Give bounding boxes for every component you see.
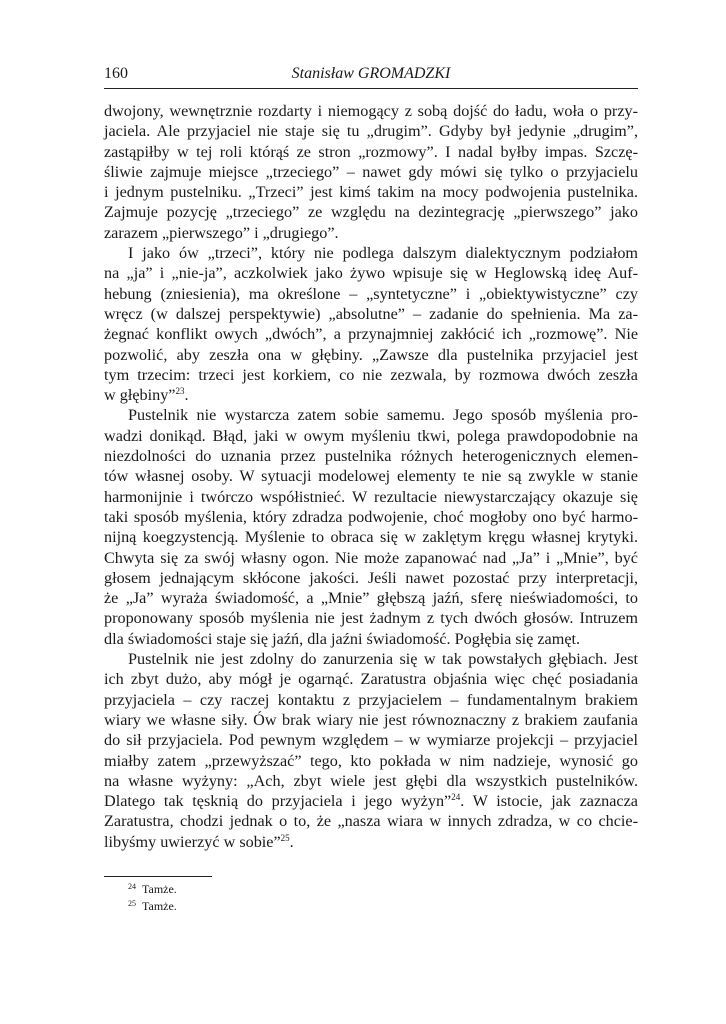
text-line: Pustelnik nie jest zdolny do zanurzenia się w tak powstałych głębiach. Jest — [128, 650, 638, 669]
text-fragment: . — [184, 386, 189, 405]
text-line: i jednym pustelniku. „Trzeci” jest kimś takim na mocy podwojenia pustelnika. — [104, 183, 638, 202]
text-line: tym trzecim: trzeci jest korkiem, co nie zezwala, by rozmowa dwóch zeszła — [104, 365, 638, 384]
text-line: taki sposób myślenia, który zdradza podwojenie, choć mogłoby ono być harmo- — [104, 507, 638, 526]
text-line: do sił przyjaciela. Pod pewnym względem – w wymiarze projekcji – przyjaciel — [104, 731, 638, 750]
footnotes — [128, 881, 177, 915]
text-line — [104, 832, 638, 852]
footnote-reference: 24 — [451, 792, 461, 803]
text-line: dla świadomości staje się jaźń, dla jaźni świadomość. Pogłębia się zamęt. — [104, 629, 581, 648]
text-line: dwojony, wewnętrznie rozdarty i niemogący z sobą dojść do ładu, woła o przy- — [104, 102, 638, 120]
footnote — [128, 881, 177, 898]
text-line: jaciela. Ale przyjaciel nie staje się tu „drugim”. Gdyby był jedynie „drugim”, — [104, 122, 638, 141]
text-line: harmonijnie i twórczo współistnieć. W rezultacie niewystarczający okazuje się — [104, 487, 638, 506]
text-fragment: w głębiny” — [104, 386, 176, 405]
text-line: zastąpiłby w tej roli którąś ze stron „rozmowy”. I nadal byłby impas. Szczę- — [104, 142, 638, 161]
text-line: Chwyta się za swój własny ogon. Nie może zapanować nad „Ja” i „Mnie”, być — [104, 548, 638, 567]
body-text — [104, 101, 638, 852]
text-fragment: libyśmy uwierzyć w sobie” — [104, 832, 281, 851]
text-line: wiary we własne siły. Ów brak wiary nie jest równoznaczny z brakiem zaufania — [104, 710, 638, 729]
text-line: śliwie zajmuje miejsce „trzeciego” – nawet gdy mówi się tylko o przyjacielu — [104, 162, 638, 181]
text-line: I jako ów „trzeci”, który nie podlega dalszym dialektycznym podziałom — [128, 244, 638, 263]
text-line — [104, 791, 638, 811]
text-line: ich zbyt dużo, aby mógł je ogarnąć. Zaratustra objaśnia więc chęć posiadania — [104, 670, 638, 689]
footnote-reference: 23 — [175, 386, 185, 397]
text-fragment: . W istocie, jak zaznacza — [460, 792, 638, 811]
text-line: zarazem „pierwszego” i „drugiego”. — [104, 223, 339, 242]
text-line: na „ja” i „nie-ja”, aczkolwiek jako żywo wpisuje się w Heglowską ideę Auf- — [104, 264, 638, 283]
text-line: Zajmuje pozycję „trzeciego” ze względu na dezintegrację „pierwszego” jako — [104, 203, 638, 222]
text-line: żegnać konflikt owych „dwóch”, a przynajmniej zakłócić ich „rozmowę”. Nie — [104, 325, 638, 344]
footnote-number: 24 — [128, 882, 136, 891]
footnote-text: Tamże. — [142, 882, 177, 896]
text-line: że „Ja” wyraża świadomość, a „Mnie” głębszą jaźń, sferę nieświadomości, to — [104, 589, 638, 608]
running-head-author: Stanisław GROMADZKI — [291, 65, 451, 82]
text-line: niezdolności do uznania przez pustelnika różnych heterogenicznych elemen- — [104, 447, 638, 466]
text-line: na własne wyżyny: „Ach, zbyt wiele jest głębi dla wszystkich pustelników. — [104, 771, 638, 790]
text-line: głosem jednającym skłócone jakości. Jeśli nawet pozostać przy interpretacji, — [104, 568, 638, 587]
text-line — [104, 385, 638, 405]
text-line: tów własnej osoby. W sytuacji modelowej elementy te nie są zwykle w stanie — [104, 467, 638, 486]
footnote-text: Tamże. — [142, 899, 177, 913]
text-fragment: . — [289, 832, 294, 851]
text-line: pozwolić, aby zeszła ona w głębiny. „Zawsze dla pustelnika przyjaciel jest — [104, 345, 638, 364]
text-fragment: Dlatego tak tęsknią do przyjaciela i jego wyżyn” — [104, 792, 452, 811]
text-line: Zaratustra, chodzi jednak o to, że „nasza wiara w innych zdradza, w co chcie- — [104, 812, 638, 831]
text-line: wadzi donikąd. Błąd, jaki w owym myśleniu tkwi, polega prawdopodobnie na — [104, 426, 638, 445]
text-line: miałby zatem „przewyższać” tego, kto pokłada w nim nadzieje, wynosić go — [104, 751, 638, 770]
footnote-reference: 25 — [280, 832, 290, 843]
text-line: Pustelnik nie wystarcza zatem sobie samemu. Jego sposób myślenia pro- — [128, 406, 638, 425]
text-line: wręcz (w dalszej perspektywie) „absolutne” – zadanie do spełnienia. Ma za- — [104, 304, 638, 323]
text-line: nijną koegzystencją. Myślenie to obraca się w zaklętym kręgu własnej krytyki. — [104, 528, 638, 547]
footnote — [128, 898, 177, 915]
running-head — [104, 64, 638, 89]
text-line: proponowany sposób myślenia nie jest żadnym z tych dwóch głosów. Intruzem — [104, 609, 638, 628]
footnote-number: 25 — [128, 899, 136, 908]
text-line: hebung (zniesienia), ma określone – „syntetyczne” i „obiektywistyczne” czy — [104, 284, 638, 303]
footnote-separator — [104, 876, 212, 877]
text-line: przyjaciela – czy raczej kontaktu z przyjacielem – fundamentalnym brakiem — [104, 690, 638, 709]
page-number: 160 — [104, 65, 128, 82]
